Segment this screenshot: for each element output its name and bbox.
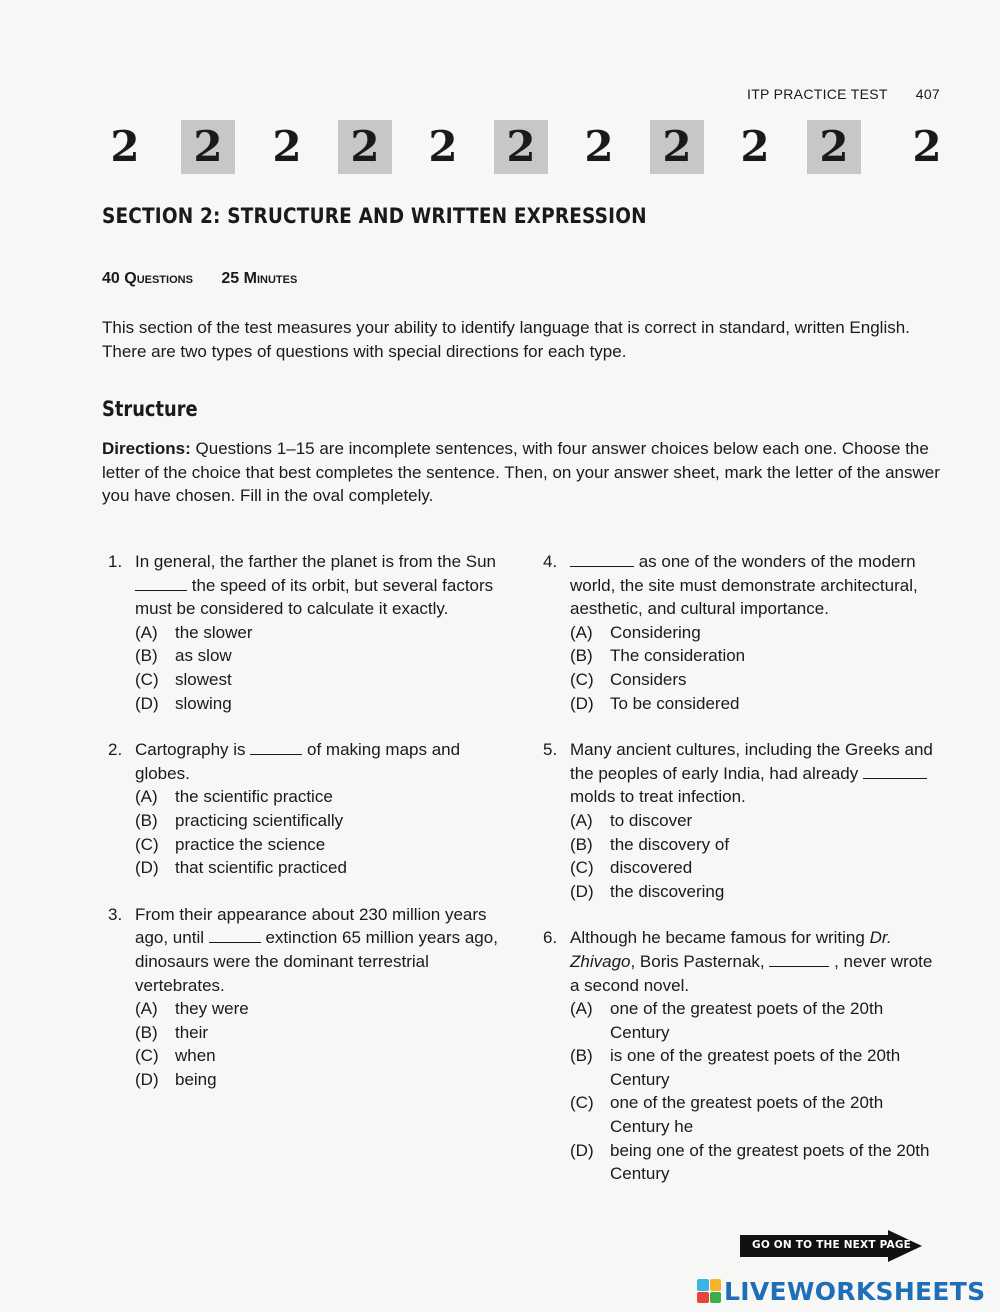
option-text: Considering [610, 622, 701, 642]
answer-option[interactable] [135, 1021, 508, 1045]
stem-text: In general, the farther the planet is from the Sun [135, 552, 496, 571]
section-digit: 2 [740, 122, 770, 171]
go-on-label: GO ON TO THE NEXT PAGE [752, 1239, 912, 1251]
stem-text: Cartography is [135, 740, 251, 760]
question-number: 4. [543, 552, 558, 571]
option-letter: (A) [135, 999, 158, 1019]
option-text: the scientific practice [175, 787, 333, 807]
stem-text: as one of the wonders of the modern world, the site must demonstrate architectural, aesthetic, and cultural importance. [570, 552, 918, 619]
answer-option[interactable] [135, 692, 508, 716]
option-text: The consideration [610, 646, 746, 666]
question-6 [543, 926, 943, 1186]
directions [102, 437, 942, 508]
option-text: the slower [175, 622, 253, 642]
section-intro: This section of the test measures your ability to identify language that is correct in standard, written English. There are two types of questions with special directions for each type. [102, 318, 910, 361]
section-digit-boxed: 2 [494, 120, 548, 174]
option-text: practicing scientifically [175, 810, 344, 830]
answer-option[interactable] [570, 668, 943, 692]
answer-blank [570, 552, 634, 567]
option-letter: (D) [570, 881, 594, 901]
question-stem [135, 738, 508, 785]
option-text: discovered [610, 858, 693, 878]
section-digit-boxed: 2 [650, 120, 704, 174]
section-digit-boxed: 2 [181, 120, 235, 174]
option-text: one of the greatest poets of the 20th Century [610, 999, 884, 1042]
option-letter: (C) [570, 1093, 594, 1113]
option-letter: (B) [135, 810, 158, 830]
option-text: their [175, 1022, 209, 1042]
answer-option[interactable] [135, 785, 508, 809]
section-digit-boxed: 2 [807, 120, 861, 174]
option-text: that scientific practiced [175, 858, 347, 878]
stem-text: , never wrote a second novel. [570, 951, 933, 995]
answer-option[interactable] [135, 644, 508, 668]
stem-text: Many ancient cultures, including the Greeks and the peoples of early India, had already [570, 740, 933, 783]
stem-text: extinction 65 million years ago, dinosaurs were the dominant terrestrial vertebrates. [135, 928, 498, 995]
answer-option[interactable] [570, 692, 943, 716]
section-digit: 2 [110, 122, 140, 171]
option-letter: (A) [570, 810, 593, 830]
answer-option[interactable] [135, 1068, 508, 1092]
option-text: slowing [175, 693, 232, 713]
question-number: 6. [543, 928, 558, 948]
question-3 [108, 903, 508, 1092]
question-number: 2. [108, 740, 123, 760]
running-title: ITP PRACTICE TEST [747, 86, 888, 102]
stem-text: the speed of its orbit, but several factors must be considered to calculate it exactly. [135, 575, 494, 619]
option-letter: (B) [570, 646, 593, 666]
answer-option[interactable] [135, 621, 508, 645]
answer-option[interactable] [570, 644, 943, 668]
option-letter: (D) [570, 1140, 594, 1160]
answer-blank [769, 952, 829, 967]
answer-option[interactable] [135, 856, 508, 880]
answer-blank [135, 576, 187, 591]
option-text: To be considered [610, 693, 740, 713]
answer-option[interactable] [570, 1091, 943, 1138]
option-text: to discover [610, 810, 693, 830]
option-text: the discovering [610, 881, 725, 901]
question-stem [570, 738, 943, 809]
option-letter: (C) [135, 834, 159, 854]
option-letter: (C) [135, 669, 159, 689]
answer-option[interactable] [570, 833, 943, 857]
option-text: being one of the greatest poets of the 20th Century [610, 1140, 930, 1184]
question-stem [135, 550, 508, 621]
option-letter: (A) [135, 787, 158, 807]
option-text: being [175, 1069, 217, 1089]
question-number: 1. [108, 552, 123, 571]
question-number: 3. [108, 904, 123, 924]
option-text: the discovery of [610, 834, 730, 854]
option-letter: (B) [570, 1046, 593, 1066]
option-letter: (B) [570, 834, 593, 854]
section-digit: 2 [428, 122, 458, 171]
answer-option[interactable] [570, 809, 943, 833]
brand-name: LIVEWORKSHEETS [724, 1276, 986, 1306]
question-stem [570, 926, 943, 997]
option-letter: (D) [135, 858, 159, 878]
liveworksheets-logo-icon [697, 1279, 721, 1303]
option-letter: (C) [135, 1046, 159, 1066]
option-text: is one of the greatest poets of the 20th Century [610, 1046, 901, 1089]
time-limit: 25 Minutes [221, 270, 298, 287]
stem-text: From their appearance about 230 million years ago, until [135, 904, 487, 948]
answer-option[interactable] [135, 668, 508, 692]
question-1 [108, 550, 508, 715]
option-letter: (C) [570, 669, 594, 689]
answer-option[interactable] [570, 856, 943, 880]
question-stem [135, 903, 508, 997]
stem-text: , Boris Pasternak, [630, 951, 770, 971]
answer-option[interactable] [570, 1139, 943, 1186]
question-2 [108, 738, 508, 880]
option-letter: (A) [570, 999, 593, 1019]
section-digit: 2 [272, 122, 302, 171]
option-text: one of the greatest poets of the 20th Century he [610, 1093, 884, 1137]
go-on-arrow [740, 1230, 924, 1262]
running-head [747, 86, 940, 102]
stem-text: of making maps and globes. [135, 740, 461, 783]
option-letter: (B) [135, 646, 158, 666]
stem-text: Although he became famous for writing [570, 928, 870, 948]
question-column-right [543, 550, 943, 1209]
option-letter: (A) [570, 622, 593, 642]
subsection-heading: Structure [102, 397, 198, 421]
page-number: 407 [915, 86, 940, 102]
option-text: Considers [610, 669, 687, 689]
option-letter: (D) [570, 693, 594, 713]
option-text: as slow [175, 646, 232, 666]
answer-option[interactable] [570, 997, 943, 1044]
question-stem [570, 550, 943, 621]
directions-label: Directions: [102, 439, 191, 458]
option-letter: (C) [570, 858, 594, 878]
answer-option[interactable] [135, 833, 508, 857]
answer-blank [863, 764, 927, 779]
section-title: SECTION 2: STRUCTURE AND WRITTEN EXPRESSION [102, 204, 647, 228]
section-digit: 2 [584, 122, 614, 171]
option-letter: (A) [135, 622, 158, 642]
answer-blank [209, 928, 261, 943]
option-letter: (D) [135, 693, 159, 713]
question-count: 40 Questions [102, 270, 193, 287]
liveworksheets-brand[interactable] [697, 1276, 985, 1306]
question-column-left [108, 550, 508, 1114]
answer-blank [250, 740, 302, 755]
section-number-strip [100, 120, 940, 180]
section-meta [102, 270, 321, 288]
stem-text: molds to treat infection. [570, 787, 746, 807]
directions-text: Questions 1–15 are incomplete sentences, with four answer choices below each one. Choose the letter of the choice that best completes the sentence. Then, on your answer sheet, mark the letter of the answer you have chosen. Fill in the oval completely. [102, 439, 940, 505]
question-number: 5. [543, 740, 558, 760]
answer-option[interactable] [570, 1044, 943, 1091]
answer-option[interactable] [135, 1044, 508, 1068]
option-letter: (D) [135, 1069, 159, 1089]
option-text: when [175, 1046, 216, 1066]
answer-option[interactable] [570, 880, 943, 904]
answer-option[interactable] [570, 621, 943, 645]
option-text: slowest [175, 669, 232, 689]
question-4 [543, 550, 943, 715]
option-letter: (B) [135, 1022, 158, 1042]
option-text: practice the science [175, 834, 326, 854]
option-text: they were [175, 999, 249, 1019]
answer-option[interactable] [135, 809, 508, 833]
section-digit-boxed: 2 [338, 120, 392, 174]
answer-option[interactable] [135, 997, 508, 1021]
question-5 [543, 738, 943, 903]
book-title: Dr. Zhivago [570, 928, 892, 971]
section-digit: 2 [912, 122, 942, 171]
